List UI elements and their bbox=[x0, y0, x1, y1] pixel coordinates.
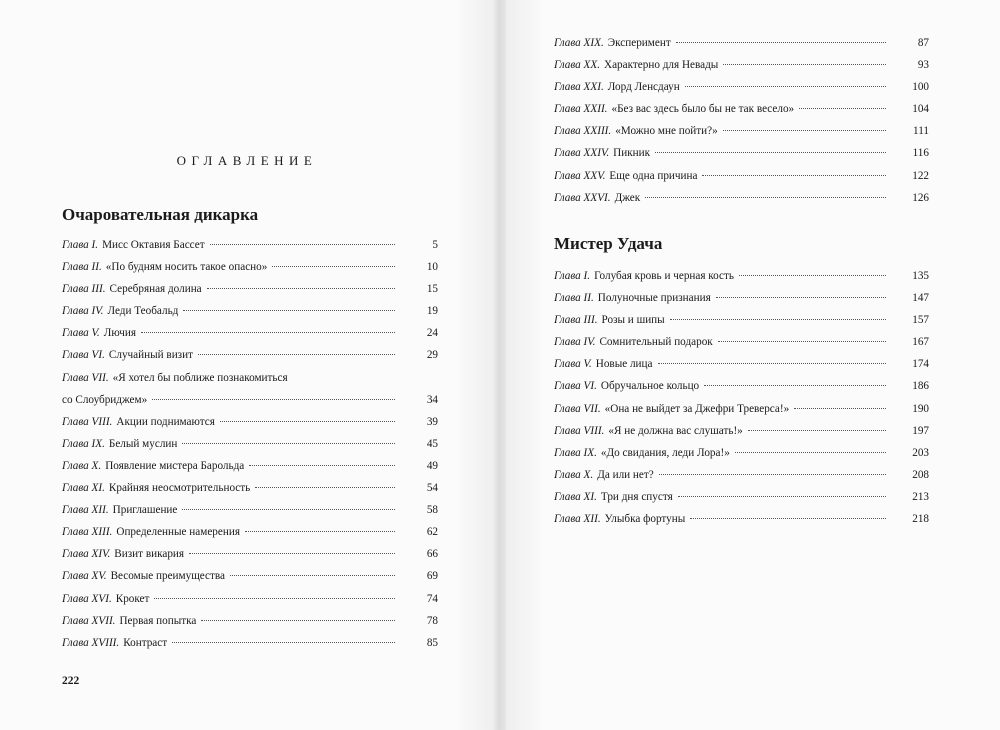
chapter-label: Глава IV. bbox=[554, 336, 596, 349]
chapter-label: Глава VI. bbox=[62, 349, 105, 362]
chapter-title: Приглашение bbox=[112, 504, 178, 517]
chapter-title: «Она не выйдет за Джефри Треверса!» bbox=[604, 402, 790, 415]
chapter-entry[interactable] bbox=[554, 331, 929, 353]
chapter-page: 111 bbox=[913, 125, 929, 138]
chapter-label: Глава III. bbox=[62, 283, 106, 296]
chapter-title: Да или нет? bbox=[597, 468, 654, 481]
chapter-title: «До свидания, леди Лора!» bbox=[600, 446, 730, 459]
chapter-page: 5 bbox=[432, 239, 438, 251]
chapter-label: Глава X. bbox=[62, 459, 102, 472]
part-title: Мистер Удача bbox=[554, 234, 663, 253]
chapter-label: Глава XXVI. bbox=[554, 191, 611, 204]
dot-leader bbox=[198, 354, 395, 355]
chapter-entry[interactable] bbox=[554, 442, 929, 464]
chapter-entry[interactable] bbox=[62, 565, 438, 587]
chapter-page: 174 bbox=[912, 358, 929, 371]
chapter-entry[interactable] bbox=[62, 322, 438, 344]
chapter-entry[interactable] bbox=[554, 165, 929, 187]
chapter-page: 15 bbox=[426, 283, 438, 296]
chapter-title: Крокет bbox=[115, 592, 150, 605]
chapter-title: «Я хотел бы поближе познакомиться bbox=[112, 371, 288, 384]
chapter-title: Джек bbox=[614, 191, 641, 204]
dot-leader bbox=[659, 474, 886, 475]
chapter-title: Улыбка фортуны bbox=[604, 513, 686, 526]
chapter-page: 157 bbox=[912, 314, 929, 327]
chapter-page: 135 bbox=[912, 270, 929, 282]
chapter-title: Белый муслин bbox=[108, 437, 178, 450]
dot-leader bbox=[255, 487, 395, 488]
chapter-entry[interactable] bbox=[62, 543, 438, 565]
chapter-page: 197 bbox=[912, 424, 929, 437]
left-page bbox=[0, 0, 494, 730]
chapter-page: 208 bbox=[912, 468, 929, 481]
chapter-label: Глава XII. bbox=[554, 513, 601, 526]
dot-leader bbox=[272, 266, 395, 267]
dot-leader bbox=[794, 408, 886, 409]
chapter-entry[interactable] bbox=[554, 265, 929, 287]
chapter-title: Весомые преимущества bbox=[110, 570, 226, 583]
dot-leader bbox=[141, 332, 395, 333]
chapter-page: 58 bbox=[426, 504, 438, 517]
dot-leader bbox=[676, 42, 886, 43]
chapter-label: Глава I. bbox=[554, 270, 591, 282]
chapter-entry[interactable] bbox=[554, 309, 929, 331]
chapter-entry[interactable] bbox=[62, 411, 438, 433]
chapter-label: Глава XIV. bbox=[62, 548, 111, 561]
dot-leader bbox=[748, 430, 886, 431]
chapter-page: 87 bbox=[917, 37, 929, 49]
chapter-list-continued bbox=[554, 32, 929, 209]
chapter-label: Глава VII. bbox=[554, 402, 601, 415]
chapter-title: Случайный визит bbox=[108, 349, 193, 362]
chapter-title: Полуночные признания bbox=[597, 292, 711, 305]
chapter-title: Лючия bbox=[103, 327, 137, 340]
chapter-label: Глава III. bbox=[554, 314, 598, 327]
chapter-page: 74 bbox=[426, 592, 438, 605]
dot-leader bbox=[735, 452, 886, 453]
chapter-label: Глава XXIII. bbox=[554, 125, 612, 138]
chapter-title: Лорд Ленсдаун bbox=[607, 81, 680, 94]
chapter-page: 10 bbox=[426, 261, 438, 274]
chapter-page: 126 bbox=[912, 191, 929, 204]
chapter-title: Обручальное кольцо bbox=[600, 380, 700, 393]
chapter-title: «Без вас здесь было бы не так весело» bbox=[611, 103, 795, 116]
chapter-title-continued: со Слоубриджем» bbox=[62, 393, 148, 406]
chapter-label: Глава VIII. bbox=[62, 415, 113, 428]
dot-leader bbox=[799, 108, 886, 109]
chapter-page: 24 bbox=[426, 327, 438, 340]
chapter-page: 69 bbox=[426, 570, 438, 583]
dot-leader bbox=[201, 620, 395, 621]
dot-leader bbox=[670, 319, 886, 320]
chapter-entry[interactable] bbox=[62, 632, 438, 654]
chapter-entry[interactable] bbox=[62, 588, 438, 610]
dot-leader bbox=[716, 297, 886, 298]
dot-leader bbox=[704, 385, 886, 386]
chapter-entry[interactable] bbox=[554, 76, 929, 98]
chapter-page: 100 bbox=[912, 81, 929, 94]
chapter-label: Глава V. bbox=[554, 358, 592, 371]
chapter-title: «Можно мне пойти?» bbox=[615, 125, 718, 138]
chapter-entry[interactable] bbox=[554, 98, 929, 120]
chapter-label: Глава XXII. bbox=[554, 103, 608, 116]
chapter-page: 54 bbox=[426, 482, 438, 495]
chapter-label: Глава VII. bbox=[62, 371, 109, 384]
chapter-entry[interactable] bbox=[554, 54, 929, 76]
chapter-title: Определенные намерения bbox=[116, 526, 240, 539]
dot-leader bbox=[658, 363, 887, 364]
dot-leader bbox=[182, 443, 395, 444]
dot-leader bbox=[230, 575, 395, 576]
chapter-page: 167 bbox=[912, 336, 929, 349]
dot-leader bbox=[207, 288, 395, 289]
chapter-label: Глава IV. bbox=[62, 305, 104, 318]
part-title: Очаровательная дикарка bbox=[62, 205, 259, 224]
chapter-label: Глава V. bbox=[62, 327, 100, 340]
page-number: 222 bbox=[62, 675, 80, 687]
chapter-label: Глава XVI. bbox=[62, 592, 112, 605]
chapter-title: Акции поднимаются bbox=[116, 415, 215, 428]
chapter-page: 19 bbox=[426, 305, 438, 318]
chapter-title: Первая попытка bbox=[119, 614, 197, 627]
chapter-title: Эксперимент bbox=[607, 37, 671, 49]
dot-leader bbox=[152, 399, 395, 400]
chapter-title: Три дня спустя bbox=[600, 490, 673, 503]
chapter-page: 213 bbox=[912, 490, 929, 503]
chapter-page: 116 bbox=[912, 147, 929, 160]
chapter-entry[interactable] bbox=[554, 486, 929, 508]
chapter-label: Глава I. bbox=[62, 239, 99, 251]
chapter-entry[interactable] bbox=[554, 464, 929, 486]
chapter-page: 104 bbox=[912, 103, 929, 116]
dot-leader bbox=[718, 341, 886, 342]
chapter-page: 78 bbox=[426, 614, 438, 627]
chapter-label: Глава XXI. bbox=[554, 81, 604, 94]
chapter-title: Появление мистера Барольда bbox=[105, 459, 245, 472]
dot-leader bbox=[655, 152, 886, 153]
chapter-title: Леди Теобальд bbox=[107, 305, 179, 318]
chapter-entry[interactable] bbox=[62, 344, 438, 366]
dot-leader bbox=[723, 64, 886, 65]
dot-leader bbox=[172, 642, 395, 643]
chapter-title: Визит викария bbox=[114, 548, 185, 561]
chapter-title: Новые лица bbox=[595, 358, 653, 371]
dot-leader bbox=[182, 509, 395, 510]
chapter-entry[interactable] bbox=[62, 300, 438, 322]
chapter-entry[interactable] bbox=[554, 353, 929, 375]
dot-leader bbox=[154, 598, 395, 599]
chapter-entry[interactable] bbox=[62, 610, 438, 632]
chapter-label: Глава XX. bbox=[554, 59, 601, 72]
chapter-entry[interactable] bbox=[554, 142, 929, 164]
chapter-title: Крайняя неосмотрительность bbox=[108, 482, 251, 495]
chapter-entry[interactable] bbox=[62, 367, 438, 411]
chapter-entry[interactable] bbox=[62, 433, 438, 455]
right-page bbox=[506, 0, 1000, 730]
chapter-title: Розы и шипы bbox=[601, 314, 665, 327]
chapter-page: 29 bbox=[426, 349, 438, 362]
chapter-title: Мисс Октавия Бассет bbox=[102, 239, 205, 251]
dot-leader bbox=[189, 553, 395, 554]
chapter-page: 186 bbox=[912, 380, 929, 393]
chapter-label: Глава XVII. bbox=[62, 614, 116, 627]
chapter-entry[interactable] bbox=[62, 455, 438, 477]
chapter-title: «По будням носить такое опасно» bbox=[105, 261, 268, 274]
chapter-entry[interactable] bbox=[62, 477, 438, 499]
dot-leader bbox=[210, 244, 395, 245]
chapter-label: Глава XXV. bbox=[554, 169, 606, 182]
chapter-entry[interactable] bbox=[62, 256, 438, 278]
chapter-page: 122 bbox=[912, 169, 929, 182]
chapter-page: 147 bbox=[912, 292, 929, 305]
chapter-title: Характерно для Невады bbox=[604, 59, 719, 72]
chapter-entry[interactable] bbox=[62, 521, 438, 543]
chapter-page: 66 bbox=[426, 548, 438, 561]
chapter-entry[interactable] bbox=[554, 420, 929, 442]
chapter-page: 203 bbox=[912, 446, 929, 459]
chapter-page: 45 bbox=[426, 437, 438, 450]
dot-leader bbox=[645, 197, 886, 198]
chapter-label: Глава VIII. bbox=[554, 424, 605, 437]
chapter-title: Еще одна причина bbox=[609, 169, 698, 182]
dot-leader bbox=[245, 531, 395, 532]
dot-leader bbox=[702, 175, 886, 176]
toc-heading: ОГЛАВЛЕНИЕ bbox=[176, 153, 318, 168]
chapter-title: Сомнительный подарок bbox=[599, 336, 713, 349]
chapter-title: Пикник bbox=[613, 147, 651, 160]
chapter-label: Глава X. bbox=[554, 468, 594, 481]
chapter-list bbox=[554, 265, 929, 530]
chapter-entry[interactable] bbox=[554, 375, 929, 397]
chapter-label: Глава XI. bbox=[554, 490, 597, 503]
dot-leader bbox=[685, 86, 886, 87]
dot-leader bbox=[739, 275, 886, 276]
chapter-entry[interactable] bbox=[62, 499, 438, 521]
chapter-title: Серебряная долина bbox=[109, 283, 202, 296]
dot-leader bbox=[220, 421, 395, 422]
chapter-page: 93 bbox=[917, 59, 929, 72]
book-gutter bbox=[494, 0, 506, 730]
chapter-label: Глава II. bbox=[554, 292, 594, 305]
chapter-page: 34 bbox=[426, 393, 438, 406]
chapter-label: Глава XIII. bbox=[62, 526, 113, 539]
dot-leader bbox=[690, 518, 886, 519]
chapter-entry[interactable] bbox=[62, 234, 438, 256]
chapter-entry[interactable] bbox=[554, 120, 929, 142]
chapter-entry[interactable] bbox=[554, 398, 929, 420]
dot-leader bbox=[678, 496, 886, 497]
chapter-entry[interactable] bbox=[554, 287, 929, 309]
chapter-label: Глава VI. bbox=[554, 380, 597, 393]
chapter-entry[interactable] bbox=[554, 508, 929, 530]
chapter-label: Глава XXIV. bbox=[554, 147, 610, 160]
chapter-label: Глава II. bbox=[62, 261, 102, 274]
chapter-page: 49 bbox=[426, 459, 438, 472]
chapter-entry[interactable] bbox=[554, 32, 929, 54]
chapter-label: Глава XII. bbox=[62, 504, 109, 517]
chapter-title: Контраст bbox=[123, 636, 168, 649]
chapter-label: Глава IX. bbox=[554, 446, 597, 459]
chapter-page: 85 bbox=[426, 636, 438, 649]
chapter-label: Глава XI. bbox=[62, 482, 105, 495]
chapter-title: Голубая кровь и черная кость bbox=[594, 270, 735, 282]
chapter-page: 218 bbox=[912, 513, 929, 526]
chapter-title: «Я не должна вас слушать!» bbox=[608, 424, 743, 437]
chapter-page: 190 bbox=[912, 402, 929, 415]
chapter-label: Глава XIX. bbox=[554, 37, 604, 49]
chapter-page: 62 bbox=[426, 526, 438, 539]
chapter-entry[interactable] bbox=[62, 278, 438, 300]
chapter-page: 39 bbox=[426, 415, 438, 428]
dot-leader bbox=[723, 130, 886, 131]
dot-leader bbox=[183, 310, 395, 311]
chapter-label: Глава XVIII. bbox=[62, 636, 120, 649]
dot-leader bbox=[249, 465, 395, 466]
chapter-list bbox=[62, 234, 438, 654]
chapter-label: Глава IX. bbox=[62, 437, 105, 450]
chapter-entry[interactable] bbox=[554, 187, 929, 209]
chapter-label: Глава XV. bbox=[62, 570, 107, 583]
